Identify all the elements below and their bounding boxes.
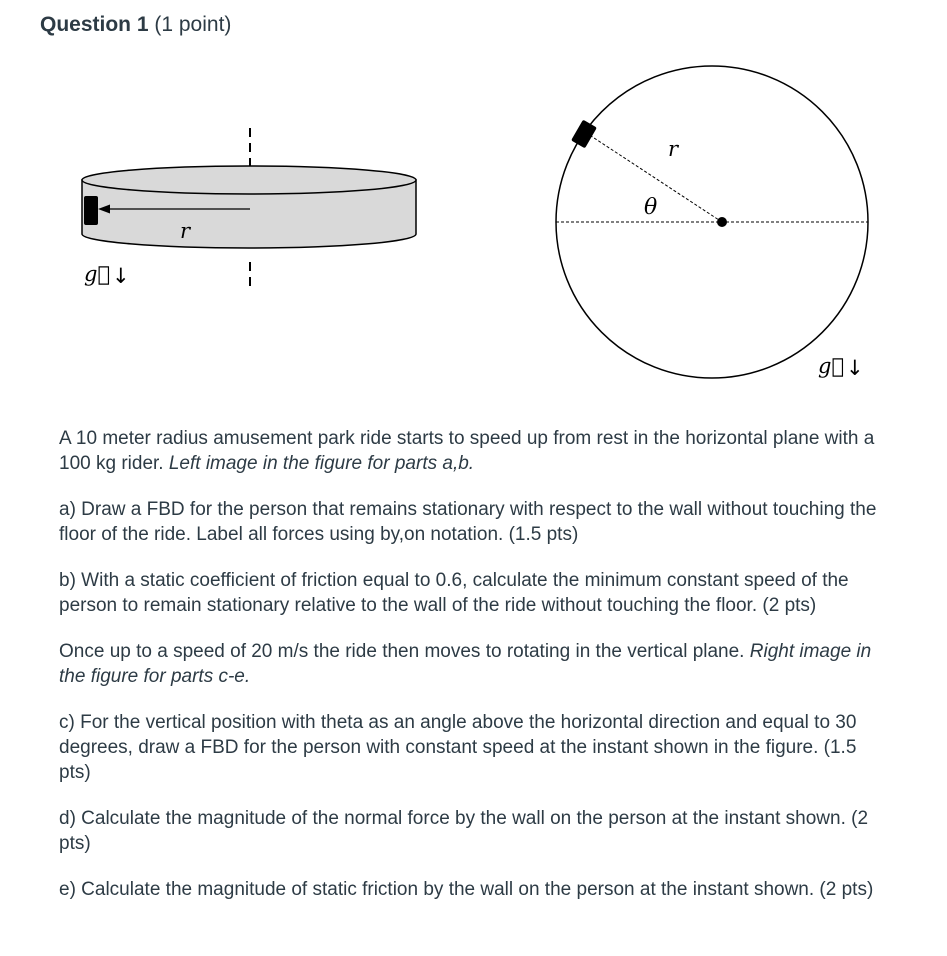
question-points: (1 point) [154, 13, 232, 36]
center-point [717, 217, 727, 227]
figure [0, 0, 947, 400]
theta-label: θ [644, 195, 658, 220]
radius-label-right: r [668, 137, 679, 161]
paragraph-vertical-intro: Once up to a speed of 20 m/s the ride then moves to rotating in the vertical plane. Right image in the figure for parts c-e. [59, 641, 872, 687]
radius-label-left: r [180, 219, 191, 243]
gravity-label-right: g⃗ [818, 354, 845, 378]
question-title: Question 1 [40, 13, 149, 36]
rider-block-left [84, 196, 98, 225]
gravity-label-left: g⃗ [84, 262, 111, 286]
cylinder-top [82, 166, 416, 194]
gravity-arrow-right: ↓ [846, 356, 864, 380]
horizontal-ride-diagram [82, 128, 416, 290]
question-body [59, 426, 879, 923]
paragraph-intro: A 10 meter radius amusement park ride starts to speed up from rest in the horizontal plane with a 100 kg rider. Left image in the figure for parts a,b. [59, 428, 875, 474]
vertical-ride-diagram [556, 66, 868, 380]
paragraph-part-d: d) Calculate the magnitude of the normal force by the wall on the person at the instant shown. (2 pts) [59, 808, 869, 854]
paragraph-part-e: e) Calculate the magnitude of static friction by the wall on the person at the instant shown. (2 pts) [59, 879, 874, 900]
gravity-arrow-left: ↓ [112, 264, 130, 288]
paragraph-part-b: b) With a static coefficient of friction equal to 0.6, calculate the minimum constant speed of the person to remain stationary relative to the wall of the ride without touching the floor. (2 pts) [59, 570, 849, 616]
paragraph-part-c: c) For the vertical position with theta as an angle above the horizontal direction and equal to 30 degrees, draw a FBD for the person with constant speed at the instant shown in the figure. (1.5 pts) [59, 712, 857, 783]
paragraph-part-a: a) Draw a FBD for the person that remains stationary with respect to the wall without touching the floor of the ride. Label all forces using by,on notation. (1.5 pts) [59, 499, 877, 545]
